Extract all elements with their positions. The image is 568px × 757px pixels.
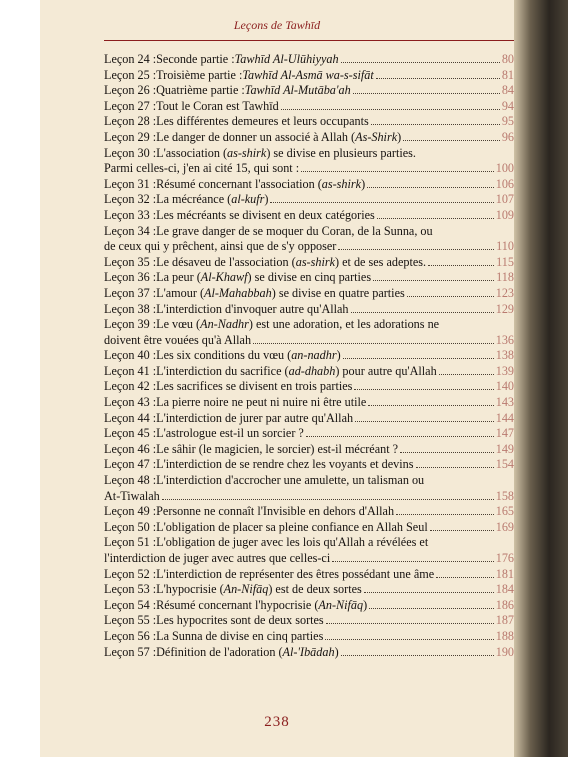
toc-entry bbox=[104, 192, 514, 208]
lesson-label: Leçon 47 : bbox=[104, 457, 157, 472]
lesson-title: Le désaveu de l'association ( bbox=[156, 254, 296, 269]
lesson-title: L'interdiction d'invoquer autre qu'Allah bbox=[156, 301, 349, 316]
toc-entry bbox=[104, 177, 514, 193]
lesson-title-term: ad-dhabh bbox=[288, 363, 336, 378]
lesson-label: Leçon 40 : bbox=[104, 348, 157, 363]
lesson-title: L'interdiction de jurer par autre qu'Allah bbox=[156, 410, 354, 425]
page-ref: 96 bbox=[501, 129, 514, 144]
lesson-title-term: an-nadhr bbox=[291, 348, 337, 363]
lesson-title-end: ) se divise en cinq parties bbox=[247, 270, 372, 285]
lesson-title: Résumé concernant l'hypocrisie ( bbox=[156, 597, 319, 612]
lesson-title: L'interdiction de représenter des êtres possédant une âme bbox=[156, 566, 435, 581]
lesson-title-end: ) bbox=[361, 176, 366, 191]
lesson-title-term: As-Shirk bbox=[355, 129, 398, 144]
dot-leader bbox=[281, 109, 500, 110]
lesson-title: Troisième partie : bbox=[156, 67, 243, 82]
page-ref: 149 bbox=[495, 441, 514, 456]
page-ref: 118 bbox=[496, 270, 514, 285]
lesson-label: Leçon 53 : bbox=[104, 582, 157, 597]
lesson-title: La mécréance ( bbox=[156, 192, 232, 207]
lesson-title: Tout le Coran est Tawhīd bbox=[156, 98, 279, 113]
dot-leader bbox=[376, 78, 500, 79]
dot-leader bbox=[369, 608, 494, 609]
lesson-label: Leçon 57 : bbox=[104, 644, 157, 659]
toc-entry bbox=[104, 286, 514, 302]
lesson-title-term: Tawhīd Al-Ulūhiyyah bbox=[234, 52, 339, 66]
running-header: Leçons de Tawhīd bbox=[233, 18, 321, 32]
lesson-title-term: Al-Mahabbah bbox=[204, 285, 272, 300]
dot-leader bbox=[351, 312, 494, 313]
lesson-title: La pierre noire ne peut ni nuire ni être utile bbox=[156, 395, 367, 410]
lesson-title: Le grave danger de se moquer du Coran, de la Sunna, ou bbox=[156, 223, 433, 238]
toc-entry bbox=[104, 99, 514, 115]
lesson-title-end: ) se divise en quatre parties bbox=[271, 285, 405, 300]
dot-leader bbox=[355, 421, 494, 422]
lesson-label: Leçon 29 : bbox=[104, 129, 157, 144]
toc-entry bbox=[104, 645, 514, 661]
page-ref: 84 bbox=[501, 83, 514, 98]
lesson-title-term: as-shirk bbox=[321, 176, 362, 191]
toc-entry bbox=[104, 255, 514, 271]
toc-entry bbox=[104, 598, 514, 614]
toc-entry bbox=[104, 442, 514, 458]
toc-entry bbox=[104, 395, 514, 411]
lesson-label: Leçon 54 : bbox=[104, 597, 157, 612]
lesson-label: Leçon 26 : bbox=[104, 83, 157, 98]
lesson-label: Leçon 41 : bbox=[104, 363, 157, 378]
lesson-title: Les mécréants se divisent en deux catégories bbox=[156, 207, 375, 222]
lesson-label: Leçon 55 : bbox=[104, 613, 157, 628]
page-ref: 107 bbox=[495, 192, 514, 207]
toc-entry bbox=[104, 302, 514, 318]
toc-entry bbox=[104, 224, 514, 240]
page-ref: 165 bbox=[495, 504, 514, 519]
toc-entry bbox=[104, 348, 514, 364]
dot-leader bbox=[428, 265, 494, 266]
lesson-label: Leçon 44 : bbox=[104, 410, 157, 425]
toc-entry bbox=[104, 504, 514, 520]
lesson-title: L'interdiction de se rendre chez les voyants et devins bbox=[156, 457, 414, 472]
dot-leader bbox=[326, 623, 494, 624]
page-ref: 123 bbox=[495, 285, 514, 300]
lesson-title-term: Al-Khawf bbox=[200, 270, 248, 285]
page-ref: 184 bbox=[495, 582, 514, 597]
page-ref: 190 bbox=[495, 644, 514, 659]
lesson-label: Leçon 31 : bbox=[104, 176, 157, 191]
page-ref: 169 bbox=[495, 519, 514, 534]
lesson-label: Leçon 27 : bbox=[104, 98, 157, 113]
lesson-label: Leçon 34 : bbox=[104, 223, 157, 238]
lesson-label: Leçon 24 : bbox=[104, 52, 157, 66]
lesson-title-end: ) pour autre qu'Allah bbox=[335, 363, 437, 378]
dot-leader bbox=[396, 514, 494, 515]
page-ref: 187 bbox=[495, 613, 514, 628]
lesson-title: Les différentes demeures et leurs occupants bbox=[156, 114, 369, 129]
dot-leader bbox=[341, 655, 494, 656]
toc-entry bbox=[104, 567, 514, 583]
dot-leader bbox=[332, 561, 494, 562]
page-ref: 143 bbox=[495, 395, 514, 410]
lesson-title: L'obligation de placer sa pleine confiance en Allah Seul bbox=[156, 519, 428, 534]
table-of-contents bbox=[104, 52, 514, 660]
lesson-title-continuation: doivent être vouées qu'à Allah bbox=[104, 332, 252, 347]
dot-leader bbox=[439, 374, 494, 375]
lesson-label: Leçon 50 : bbox=[104, 519, 157, 534]
page-ref: 94 bbox=[501, 98, 514, 113]
lesson-title-end: ) se divise en plusieurs parties. bbox=[266, 145, 416, 160]
dot-leader bbox=[338, 249, 494, 250]
lesson-label: Leçon 35 : bbox=[104, 254, 157, 269]
lesson-title: Les hypocrites sont de deux sortes bbox=[156, 613, 324, 628]
toc-entry bbox=[104, 68, 514, 84]
toc-entry bbox=[104, 411, 514, 427]
lesson-title: L'astrologue est-il un sorcier ? bbox=[156, 426, 304, 441]
lesson-title-continuation: l'interdiction de juger avec autres que celles-ci bbox=[104, 551, 331, 565]
page-ref: 188 bbox=[495, 628, 514, 643]
lesson-label: Leçon 48 : bbox=[104, 473, 157, 488]
lesson-title-end: ) et de ses adeptes. bbox=[335, 254, 427, 269]
dot-leader bbox=[400, 452, 494, 453]
dot-leader bbox=[377, 218, 494, 219]
dot-leader bbox=[270, 202, 493, 203]
lesson-title: Personne ne connaît l'Invisible en dehors d'Allah bbox=[156, 504, 395, 519]
dot-leader bbox=[353, 93, 500, 94]
toc-entry bbox=[104, 52, 514, 68]
lesson-title-continuation: At-Tiwalah bbox=[104, 488, 160, 503]
dot-leader bbox=[341, 62, 500, 63]
page-ref: 100 bbox=[495, 161, 514, 176]
lesson-title: Les six conditions du vœu ( bbox=[156, 348, 292, 363]
lesson-label: Leçon 49 : bbox=[104, 504, 157, 519]
lesson-title-term: as-shirk bbox=[227, 145, 267, 160]
toc-entry-continuation bbox=[104, 161, 514, 177]
toc-entry bbox=[104, 457, 514, 473]
dot-leader bbox=[325, 639, 493, 640]
toc-entry bbox=[104, 426, 514, 442]
toc-entry-continuation bbox=[104, 333, 514, 349]
lesson-title: L'hypocrisie ( bbox=[156, 582, 224, 597]
toc-entry bbox=[104, 535, 514, 551]
dot-leader bbox=[301, 171, 494, 172]
dot-leader bbox=[436, 577, 494, 578]
toc-entry bbox=[104, 520, 514, 536]
page-ref: 136 bbox=[495, 332, 514, 347]
page-ref: 95 bbox=[501, 114, 514, 129]
lesson-label: Leçon 30 : bbox=[104, 145, 157, 160]
toc-entry bbox=[104, 379, 514, 395]
lesson-title-term: An-Nifāq bbox=[318, 597, 364, 612]
lesson-label: Leçon 39 : bbox=[104, 317, 157, 332]
lesson-label: Leçon 33 : bbox=[104, 207, 157, 222]
page-ref: 115 bbox=[496, 254, 514, 269]
lesson-title-continuation: de ceux qui y prêchent, ainsi que de s'y opposer bbox=[104, 239, 337, 254]
lesson-label: Leçon 32 : bbox=[104, 192, 157, 207]
lesson-title: La peur ( bbox=[156, 270, 201, 285]
dot-leader bbox=[371, 124, 500, 125]
lesson-title: L'interdiction du sacrifice ( bbox=[156, 363, 289, 378]
lesson-label: Leçon 25 : bbox=[104, 67, 157, 82]
lesson-label: Leçon 28 : bbox=[104, 114, 157, 129]
lesson-label: Leçon 45 : bbox=[104, 426, 157, 441]
toc-entry bbox=[104, 629, 514, 645]
dot-leader bbox=[306, 436, 494, 437]
page-number: 238 bbox=[264, 714, 290, 730]
dot-leader bbox=[364, 592, 494, 593]
dot-leader bbox=[407, 296, 494, 297]
page-ref: 176 bbox=[495, 551, 514, 565]
lesson-title-end: ) est une adoration, et les adorations ne bbox=[248, 317, 440, 332]
lesson-title-term: An-Nadhr bbox=[200, 317, 249, 332]
dot-leader bbox=[403, 140, 500, 141]
lesson-title: L'association ( bbox=[156, 145, 228, 160]
page-ref: 147 bbox=[495, 426, 514, 441]
page-ref: 158 bbox=[495, 488, 514, 503]
lesson-title-end: ) bbox=[334, 644, 339, 659]
page-ref: 139 bbox=[495, 363, 514, 378]
page-ref: 144 bbox=[495, 410, 514, 425]
lesson-title-term: Tawhīd Al-Asmā wa-s-sifāt bbox=[242, 67, 374, 82]
lesson-title: Le danger de donner un associé à Allah ( bbox=[156, 129, 356, 144]
page-ref: 186 bbox=[495, 597, 514, 612]
toc-entry bbox=[104, 146, 514, 162]
page-ref: 181 bbox=[495, 566, 514, 581]
toc-entry-continuation bbox=[104, 551, 514, 567]
book-page bbox=[40, 0, 514, 757]
toc-entry bbox=[104, 364, 514, 380]
dot-leader bbox=[416, 467, 494, 468]
toc-entry bbox=[104, 114, 514, 130]
lesson-title: Le sâhir (le magicien, le sorcier) est-il mécréant ? bbox=[156, 441, 399, 456]
lesson-title-term: as-shirk bbox=[295, 254, 335, 269]
lesson-title: Définition de l'adoration ( bbox=[156, 644, 283, 659]
page-ref: 140 bbox=[495, 379, 514, 394]
dot-leader bbox=[354, 389, 493, 390]
page-ref: 81 bbox=[501, 67, 514, 82]
toc-entry bbox=[104, 613, 514, 629]
lesson-title-end: ) bbox=[264, 192, 269, 207]
page-ref: 154 bbox=[495, 457, 514, 472]
lesson-title: Les sacrifices se divisent en trois parties bbox=[156, 379, 353, 394]
lesson-label: Leçon 43 : bbox=[104, 395, 157, 410]
lesson-title-term: al-kufr bbox=[231, 192, 265, 207]
toc-entry bbox=[104, 473, 514, 489]
page-ref: 106 bbox=[495, 176, 514, 191]
lesson-title: Résumé concernant l'association ( bbox=[156, 176, 322, 191]
lesson-label: Leçon 37 : bbox=[104, 285, 157, 300]
lesson-title: Seconde partie : bbox=[156, 52, 235, 66]
lesson-title-end: ) bbox=[397, 129, 402, 144]
dot-leader bbox=[373, 280, 494, 281]
lesson-title: La Sunna de divise en cinq parties bbox=[156, 628, 324, 643]
lesson-label: Leçon 36 : bbox=[104, 270, 157, 285]
lesson-label: Leçon 56 : bbox=[104, 628, 157, 643]
page-ref: 129 bbox=[495, 301, 514, 316]
lesson-title: L'interdiction d'accrocher une amulette, un talisman ou bbox=[156, 473, 425, 488]
dot-leader bbox=[343, 358, 494, 359]
book-spine-shadow bbox=[514, 0, 568, 757]
toc-entry bbox=[104, 582, 514, 598]
dot-leader bbox=[162, 499, 494, 500]
page-ref: 109 bbox=[495, 207, 514, 222]
page-ref: 80 bbox=[501, 52, 514, 66]
dot-leader bbox=[367, 187, 494, 188]
lesson-title: Le vœu ( bbox=[156, 317, 201, 332]
lesson-title-end: ) bbox=[336, 348, 341, 363]
lesson-title-term: Al-'Ibādah bbox=[282, 644, 335, 659]
toc-entry bbox=[104, 130, 514, 146]
lesson-label: Leçon 51 : bbox=[104, 535, 157, 550]
lesson-title-term: An-Nifāq bbox=[223, 582, 269, 597]
toc-entry bbox=[104, 270, 514, 286]
toc-entry bbox=[104, 208, 514, 224]
toc-entry-continuation bbox=[104, 239, 514, 255]
lesson-title: L'amour ( bbox=[156, 285, 205, 300]
toc-entry bbox=[104, 317, 514, 333]
lesson-label: Leçon 52 : bbox=[104, 566, 157, 581]
dot-leader bbox=[368, 405, 493, 406]
header-rule bbox=[104, 40, 514, 41]
dot-leader bbox=[253, 343, 494, 344]
lesson-title-term: Tawhīd Al-Mutāba'ah bbox=[244, 83, 351, 98]
lesson-title-end: ) bbox=[363, 597, 368, 612]
lesson-label: Leçon 46 : bbox=[104, 441, 157, 456]
lesson-title-end: ) est de deux sortes bbox=[268, 582, 362, 597]
page-ref: 138 bbox=[495, 348, 514, 363]
lesson-label: Leçon 38 : bbox=[104, 301, 157, 316]
toc-entry-continuation bbox=[104, 489, 514, 505]
toc-entry bbox=[104, 83, 514, 99]
lesson-title: L'obligation de juger avec les lois qu'Allah a révélées et bbox=[156, 535, 429, 550]
page-ref: 110 bbox=[496, 239, 514, 254]
lesson-label: Leçon 42 : bbox=[104, 379, 157, 394]
lesson-title-continuation: Parmi celles-ci, j'en ai cité 15, qui sont : bbox=[104, 161, 300, 176]
dot-leader bbox=[430, 530, 494, 531]
lesson-title: Quatrième partie : bbox=[156, 83, 245, 98]
